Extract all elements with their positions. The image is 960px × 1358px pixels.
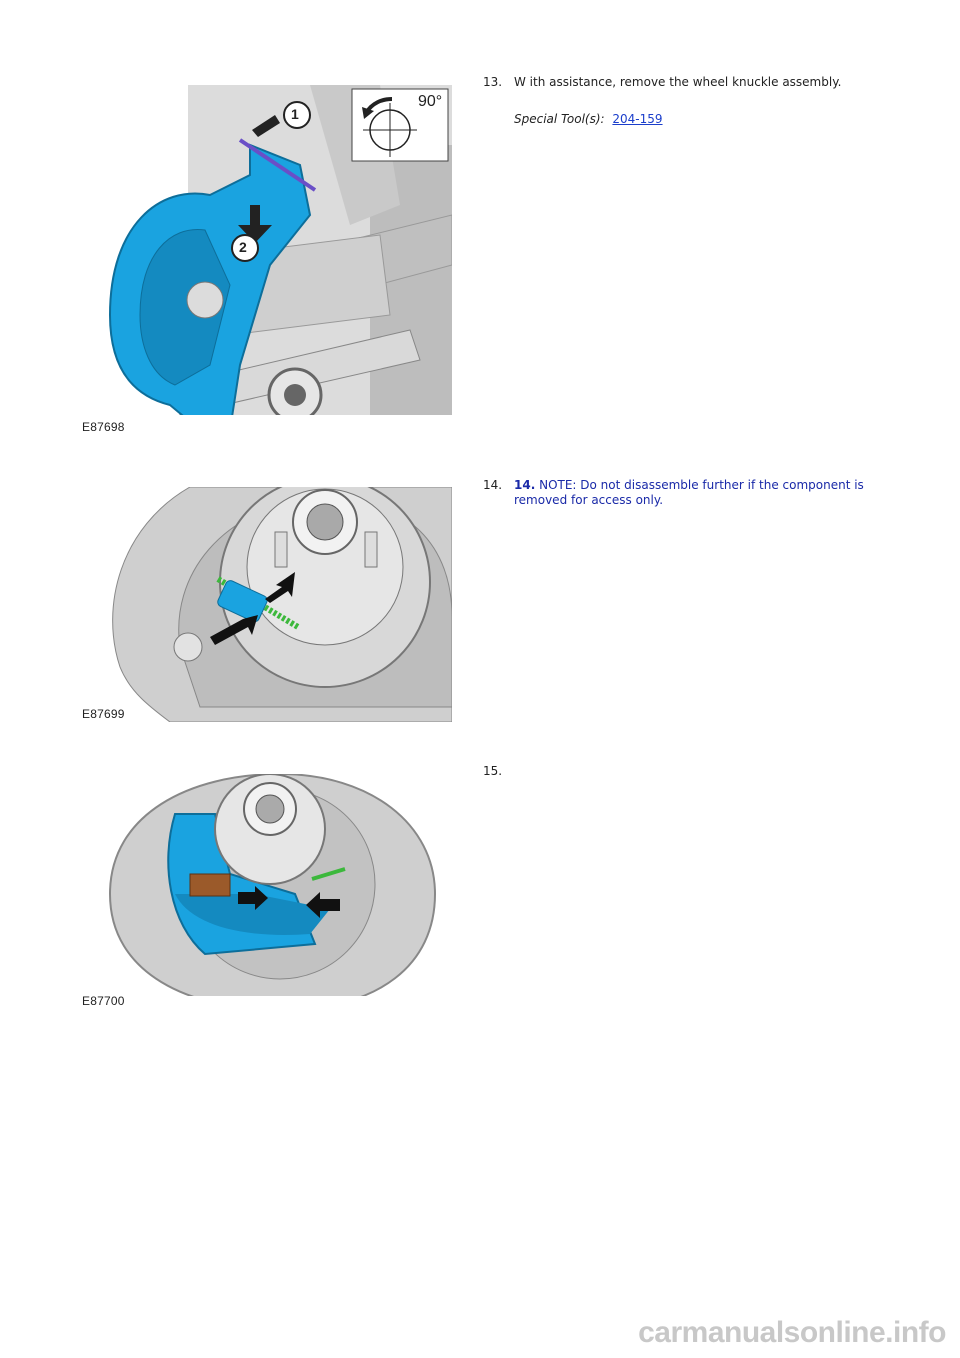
callout-2: 2 <box>239 239 247 255</box>
figure-code: E87698 <box>82 420 125 434</box>
figure-wheel-knuckle <box>80 85 452 435</box>
watermark: carmanualsonline.info <box>638 1316 946 1349</box>
note-text: NOTE: Do not disassemble further if the component is removed for access only. <box>514 478 864 507</box>
step-text: W ith assistance, remove the wheel knuckle assembly. <box>514 75 842 89</box>
special-tool-link[interactable]: 204-159 <box>612 112 663 126</box>
special-tool-row <box>514 112 663 127</box>
step-number: 14. <box>483 478 503 492</box>
figure-brake-shoe <box>80 774 452 1010</box>
figure-code: E87699 <box>82 707 125 721</box>
callout-1: 1 <box>291 106 299 122</box>
inset-angle-label: 90° <box>418 93 443 110</box>
step-number: 13. <box>483 75 503 89</box>
step-note <box>514 478 894 508</box>
brake-shoe-illustration <box>80 774 452 1010</box>
step-number: 15. <box>483 764 503 778</box>
note-prefix: 14. <box>514 478 536 492</box>
wheel-knuckle-illustration <box>80 85 452 435</box>
figure-code: E87700 <box>82 994 125 1008</box>
special-tool-label: Special Tool(s): <box>514 112 605 126</box>
figure-brake-spring <box>80 487 452 722</box>
brake-spring-illustration <box>80 487 452 722</box>
